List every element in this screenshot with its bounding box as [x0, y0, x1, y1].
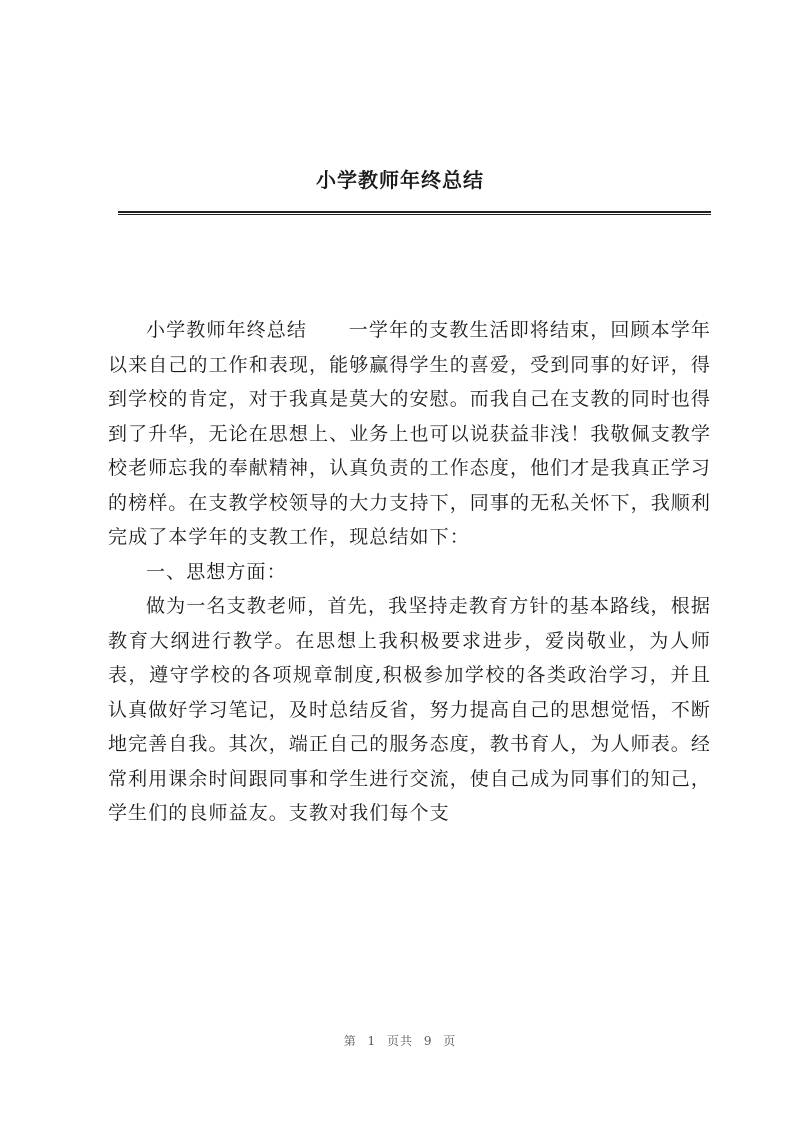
page-number: 第 1 页共 9 页	[343, 1034, 457, 1048]
section-heading-thought: 一、思想方面：	[146, 560, 287, 583]
document-body	[108, 313, 711, 831]
paragraph-thought: 做为一名支教老师，首先，我坚持走教育方针的基本路线，根据教育大纲进行教学。在思想上我积极要求进步，爱岗敬业，为人师表，遵守学校的各项规章制度,积极参加学校的各类政治学习，并且认真做好学习笔记，及时总结反省，努力提高自己的思想觉悟，不断地完善自我。其次，端正自己的服务态度，教书育人，为人师表。经常利用课余时间跟同事和学生进行交流，使自己成为同事们的知己，学生们的良师益友。支教对我们每个支	[108, 595, 712, 824]
intro-heading: 小学教师年终总结	[146, 319, 307, 341]
intro-paragraph	[108, 313, 711, 555]
title-underline	[118, 211, 711, 215]
document-title: 小学教师年终总结	[316, 168, 484, 192]
intro-text: 一学年的支教生活即将结束，回顾本学年以来自己的工作和表现，能够赢得学生的喜爱，受到同事的好评，得到学校的肯定，对于我真是莫大的安慰。而我自己在支教的同时也得到了升华，无论在思想上、业务上也可以说获益非浅！我敬佩支教学校老师忘我的奉献精神，认真负责的工作态度，他们才是我真正学习的榜样。在支教学校领导的大力支持下，同事的无私关怀下，我顺利完成了本学年的支教工作，现总结如下：	[108, 319, 712, 548]
